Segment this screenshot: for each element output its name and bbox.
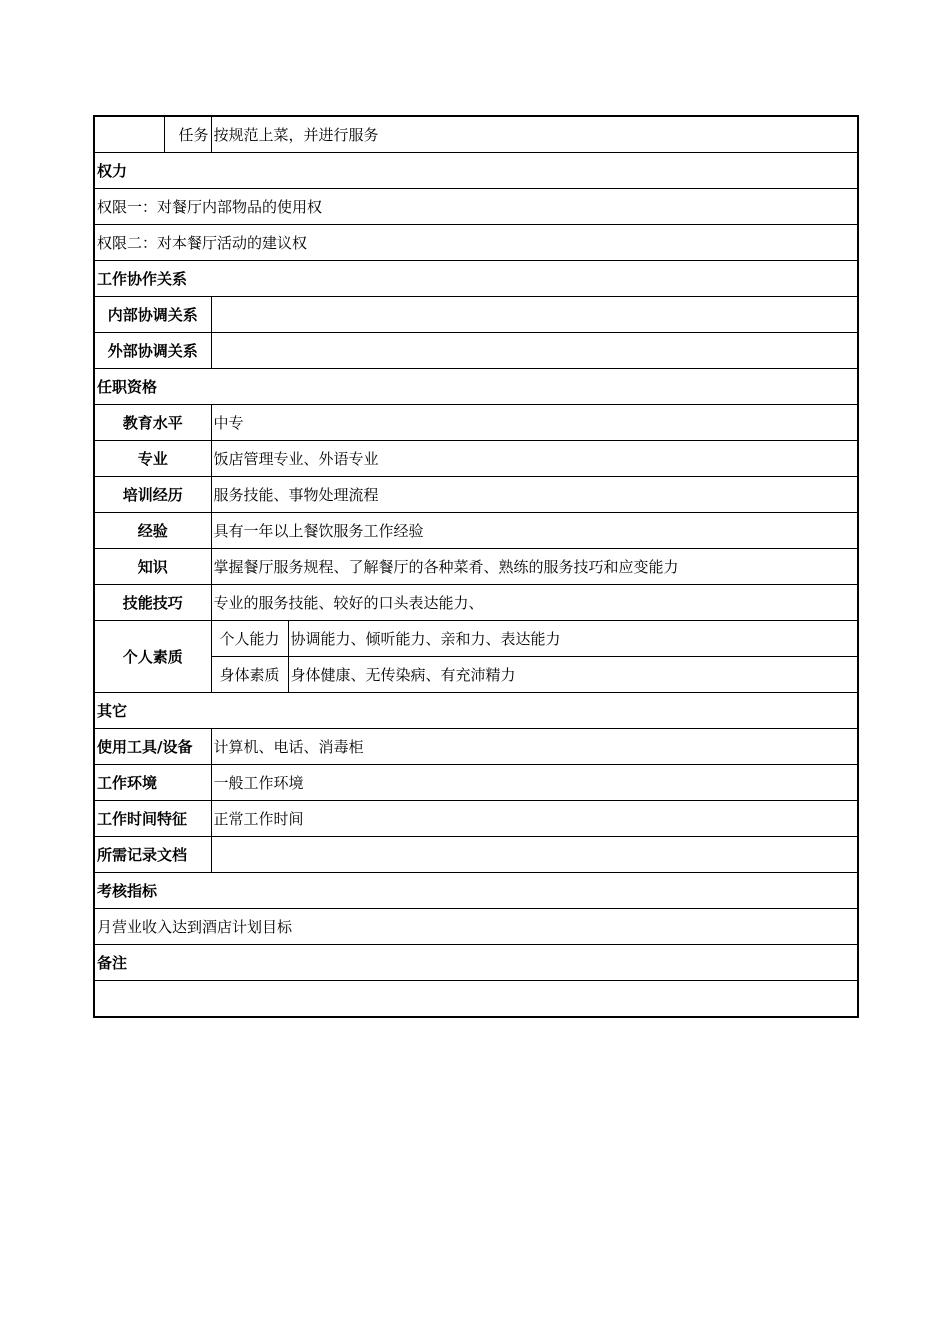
- other-row: [94, 837, 858, 873]
- authority-item-2: 权限二：对本餐厅活动的建议权: [94, 225, 858, 261]
- tools-label: 使用工具/设备: [94, 729, 211, 765]
- external-relations-value: [211, 333, 858, 369]
- job-description-table: [93, 115, 859, 1018]
- section-title-assessment: 考核指标: [94, 873, 858, 909]
- other-row: [94, 765, 858, 801]
- section-authority: [94, 153, 858, 189]
- section-remarks: [94, 945, 858, 981]
- skills-value: 专业的服务技能、较好的口头表达能力、: [211, 585, 858, 621]
- physical-quality-value: 身体健康、无传染病、有充沛精力: [288, 657, 858, 693]
- qualification-row: [94, 405, 858, 441]
- education-label: 教育水平: [94, 405, 211, 441]
- major-value: 饭店管理专业、外语专业: [211, 441, 858, 477]
- blank-cell: [94, 116, 164, 153]
- records-label: 所需记录文档: [94, 837, 211, 873]
- external-relations-label: 外部协调关系: [94, 333, 211, 369]
- personal-quality-label: 个人素质: [94, 621, 211, 693]
- environment-value: 一般工作环境: [211, 765, 858, 801]
- other-row: [94, 801, 858, 837]
- skills-label: 技能技巧: [94, 585, 211, 621]
- authority-row: [94, 189, 858, 225]
- experience-value: 具有一年以上餐饮服务工作经验: [211, 513, 858, 549]
- qualification-row: [94, 585, 858, 621]
- section-title-relations: 工作协作关系: [94, 261, 858, 297]
- experience-label: 经验: [94, 513, 211, 549]
- environment-label: 工作环境: [94, 765, 211, 801]
- section-relations: [94, 261, 858, 297]
- training-label: 培训经历: [94, 477, 211, 513]
- relations-row: [94, 297, 858, 333]
- internal-relations-value: [211, 297, 858, 333]
- qualification-row: [94, 621, 858, 657]
- tools-value: 计算机、电话、消毒柜: [211, 729, 858, 765]
- relations-row: [94, 333, 858, 369]
- personal-ability-value: 协调能力、倾听能力、亲和力、表达能力: [288, 621, 858, 657]
- qualification-row: [94, 549, 858, 585]
- work-time-value: 正常工作时间: [211, 801, 858, 837]
- section-other: [94, 693, 858, 729]
- task-row: [94, 116, 858, 153]
- section-title-qualifications: 任职资格: [94, 369, 858, 405]
- other-row: [94, 729, 858, 765]
- authority-item-1: 权限一：对餐厅内部物品的使用权: [94, 189, 858, 225]
- section-assessment: [94, 873, 858, 909]
- education-value: 中专: [211, 405, 858, 441]
- major-label: 专业: [94, 441, 211, 477]
- qualification-row: [94, 513, 858, 549]
- training-value: 服务技能、事物处理流程: [211, 477, 858, 513]
- internal-relations-label: 内部协调关系: [94, 297, 211, 333]
- personal-ability-label: 个人能力: [211, 621, 288, 657]
- task-label: 任务: [164, 116, 211, 153]
- physical-quality-label: 身体素质: [211, 657, 288, 693]
- knowledge-label: 知识: [94, 549, 211, 585]
- qualification-row: [94, 477, 858, 513]
- assessment-row: [94, 909, 858, 945]
- remarks-row: [94, 981, 858, 1018]
- section-title-other: 其它: [94, 693, 858, 729]
- section-title-remarks: 备注: [94, 945, 858, 981]
- section-title-authority: 权力: [94, 153, 858, 189]
- knowledge-value: 掌握餐厅服务规程、了解餐厅的各种菜肴、熟练的服务技巧和应变能力: [211, 549, 858, 585]
- records-value: [211, 837, 858, 873]
- authority-row: [94, 225, 858, 261]
- task-value: 按规范上菜，并进行服务: [211, 116, 858, 153]
- work-time-label: 工作时间特征: [94, 801, 211, 837]
- section-qualifications: [94, 369, 858, 405]
- qualification-row: [94, 441, 858, 477]
- assessment-value: 月营业收入达到酒店计划目标: [94, 909, 858, 945]
- remarks-value: [94, 981, 858, 1018]
